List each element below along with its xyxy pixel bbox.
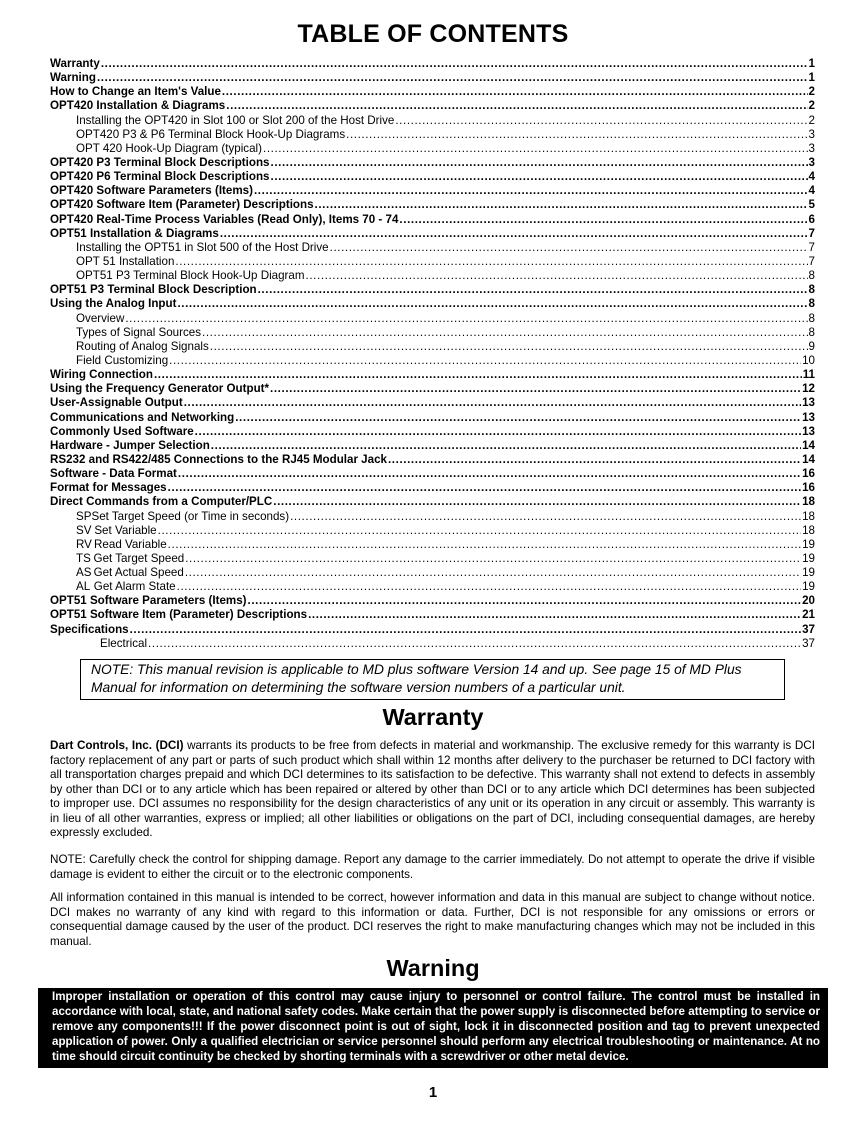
toc-entry[interactable] (50, 241, 815, 255)
toc-page-number: 7 (808, 254, 815, 268)
toc-entry[interactable] (50, 128, 815, 142)
warranty-heading: Warranty (382, 704, 484, 730)
toc-entry-label: Warranty (50, 57, 100, 70)
toc-command-code: AL (76, 580, 91, 594)
toc-entry[interactable] (50, 425, 815, 439)
toc-leader-dots (169, 354, 801, 368)
toc-entry[interactable] (50, 524, 815, 538)
toc-leader-dots (125, 312, 807, 326)
toc-leader-dots (185, 552, 801, 566)
toc-entry-label: Warning (50, 71, 96, 85)
toc-entry[interactable] (50, 326, 815, 340)
toc-entry[interactable] (50, 594, 815, 608)
toc-entry-label: OPT420 Software Item (Parameter) Descriptions (50, 198, 314, 212)
disclaimer-paragraph: All information contained in this manual is intended to be correct, however information and data in this manual are subject to change without notice. DCI makes no warranty of any kind with regard to this information or data. Further, DCI is not responsible for any omissions or errors or consequential damage caused by the user of the product. DCI reserves the right to make manufacturing changes which may not be included in this manual. (50, 891, 815, 948)
toc-page-number: 16 (802, 467, 815, 481)
toc-entry-label: Commonly Used Software (50, 424, 194, 438)
toc-page-number: 12 (802, 382, 815, 396)
toc-entry-label: Get Alarm State (93, 580, 176, 594)
toc-entry[interactable] (50, 368, 815, 382)
toc-command-code: SV (76, 523, 92, 537)
toc-entry-label: OPT 420 Hook-Up Diagram (typical) (76, 141, 262, 155)
toc-leader-dots (346, 128, 807, 142)
toc-entry-label: Overview (76, 311, 125, 325)
toc-entry[interactable] (50, 213, 815, 227)
toc-leader-dots (220, 227, 808, 241)
toc-entry-label: Read Variable (94, 537, 167, 551)
toc-entry[interactable] (50, 552, 815, 566)
toc-entry[interactable] (50, 312, 815, 326)
shipping-note: NOTE: Carefully check the control for shipping damage. Report any damage to the carrier immediately. Do not attempt to operate the drive if visible damage is evident to either the circuit or to the electronic components. (50, 853, 815, 881)
toc-leader-dots (271, 170, 808, 184)
toc-entry-label: Electrical (100, 636, 148, 650)
toc-page-number: 37 (802, 636, 815, 650)
toc-page-number: 8 (808, 297, 815, 311)
toc-entry[interactable] (50, 71, 815, 85)
toc-page-number: 4 (808, 184, 815, 198)
toc-entry[interactable] (50, 453, 815, 467)
toc-page-number: 18 (802, 495, 815, 509)
toc-entry-label: Types of Signal Sources (76, 325, 202, 339)
toc-page-number: 1 (808, 71, 815, 85)
toc-entry-label: Installing the OPT420 in Slot 100 or Slot 200 of the Host Drive (76, 113, 395, 127)
toc-entry[interactable] (50, 297, 815, 311)
toc-page-number: 37 (802, 622, 815, 636)
toc-entry[interactable] (50, 57, 815, 71)
toc-page-number: 14 (802, 438, 815, 452)
toc-entry[interactable] (50, 637, 815, 651)
toc-page-number: 2 (808, 85, 815, 99)
toc-entry[interactable] (50, 198, 815, 212)
toc-entry-label: OPT420 Real-Time Process Variables (Read Only), Items 70 - 74 (50, 212, 399, 226)
toc-leader-dots (399, 213, 807, 227)
toc-entry-label: OPT420 P3 Terminal Block Descriptions (50, 155, 270, 169)
toc-leader-dots (154, 368, 802, 382)
toc-entry[interactable] (50, 227, 815, 241)
warning-heading: Warning (386, 955, 480, 981)
toc-leader-dots (315, 198, 808, 212)
page-number: 1 (428, 1084, 438, 1101)
toc-page-number: 18 (802, 523, 815, 537)
toc-page-number: 3 (808, 127, 815, 141)
toc-leader-dots (258, 283, 808, 297)
toc-entry[interactable] (50, 411, 815, 425)
toc-entry[interactable] (50, 170, 815, 184)
toc-entry-label: Set Variable (94, 523, 157, 537)
warranty-paragraph (50, 739, 815, 841)
toc-entry-label: Communications and Networking (50, 410, 235, 424)
toc-command-code: TS (76, 551, 91, 565)
toc-entry-label: OPT 51 Installation (76, 254, 175, 268)
toc-page-number: 20 (802, 594, 815, 608)
version-note: NOTE: This manual revision is applicable to MD plus software Version 14 and up. See page 15 of MD Plus Manual for information on determining the software version numbers of a particular unit. (80, 659, 785, 700)
toc-entry[interactable] (50, 382, 815, 396)
toc-page-number: 7 (808, 240, 815, 254)
toc-entry-label: Hardware - Jumper Selection (50, 438, 210, 452)
toc-page-number: 7 (808, 226, 815, 240)
toc-entry-label: Format for Messages (50, 481, 167, 495)
toc-entry-label: Set Target Speed (or Time in seconds) (91, 509, 290, 523)
toc-entry[interactable] (50, 142, 815, 156)
toc-entry[interactable] (50, 439, 815, 453)
toc-entry-label: OPT51 P3 Terminal Block Hook-Up Diagram (76, 269, 305, 283)
toc-entry-label: OPT420 Installation & Diagrams (50, 99, 226, 113)
toc-entry[interactable] (50, 566, 815, 580)
toc-leader-dots (395, 114, 807, 128)
toc-leader-dots (130, 623, 801, 637)
toc-entry-label: Get Actual Speed (93, 566, 184, 580)
toc-entry[interactable] (50, 184, 815, 198)
toc-entry[interactable] (50, 623, 815, 637)
toc-entry[interactable] (50, 269, 815, 283)
toc-command-code: AS (76, 566, 92, 580)
toc-leader-dots (177, 297, 807, 311)
toc-leader-dots (148, 637, 801, 651)
toc-entry[interactable] (50, 481, 815, 495)
toc-entry[interactable] (50, 354, 815, 368)
toc-page-number: 5 (808, 198, 815, 212)
toc-leader-dots (388, 453, 801, 467)
toc-page-number: 10 (802, 353, 815, 367)
toc-page-number: 11 (802, 368, 815, 382)
toc-entry-label: OPT420 P6 Terminal Block Descriptions (50, 170, 270, 184)
toc-page-number: 16 (802, 481, 815, 495)
toc-leader-dots (184, 396, 801, 410)
toc-leader-dots (254, 184, 808, 198)
toc-page-number: 19 (802, 580, 815, 594)
toc-page-number: 9 (808, 339, 815, 353)
table-of-contents (50, 57, 815, 651)
toc-page-number: 19 (802, 551, 815, 565)
company-name: Dart Controls, Inc. (DCI) (50, 739, 184, 752)
toc-page-number: 4 (808, 170, 815, 184)
toc-entry-label: Field Customizing (76, 353, 169, 367)
toc-entry-label: Routing of Analog Signals (76, 339, 209, 353)
toc-page-number: 8 (808, 269, 815, 283)
warning-box: Improper installation or operation of this control may cause injury to personnel or control failure. The control must be installed in accordance with local, state, and national safety codes. Make certain that the power supply is disconnected before attempting to service or remove any components!!! If the power disconnect point is out of sight, lock it in disconnected position and tag to prevent unexpected application of power. Only a qualified electrician or service personnel should perform any electrical troubleshooting or maintenance. At no time should circuit continuity be checked by shorting terminals with a screwdriver or other metal device. (38, 988, 828, 1068)
toc-entry-label: How to Change an Item's Value (50, 85, 221, 99)
toc-leader-dots (158, 524, 801, 538)
page-title: TABLE OF CONTENTS (297, 20, 569, 48)
toc-entry[interactable] (50, 99, 815, 113)
toc-leader-dots (168, 481, 801, 495)
toc-leader-dots (168, 538, 801, 552)
toc-entry[interactable] (50, 114, 815, 128)
toc-page-number: 3 (808, 155, 815, 169)
toc-leader-dots (185, 566, 801, 580)
toc-entry[interactable] (50, 283, 815, 297)
toc-entry[interactable] (50, 85, 815, 99)
toc-entry-label: OPT51 Installation & Diagrams (50, 226, 219, 240)
toc-page-number: 2 (808, 113, 815, 127)
toc-leader-dots (273, 495, 801, 509)
toc-page-number: 2 (808, 99, 815, 113)
warranty-text: warrants its products to be free from defects in material and workmanship. The exclusive remedy for this warranty is DCI factory replacement of any part or parts of such product which shall within 12 months after delivery to the purchaser be returned to DCI factory with all transportation charges prepaid and which DCI determines to its satisfaction to be defective. This warranty shall not extend to defects in assembly by other than DCI or to any article which has been repaired or altered by other than DCI or to any article which DCI determines has been subjected to improper use. DCI assumes no responsibility for the design characteristics of any unit or its operation in any circuit or assembly. This warranty is in lieu of all other warranties, express or implied; all other liabilities or obligations on the part of DCI, including consequential damages, are hereby expressly excluded. (50, 739, 815, 840)
toc-page-number: 6 (808, 212, 815, 226)
toc-entry[interactable] (50, 608, 815, 622)
toc-leader-dots (211, 439, 801, 453)
toc-entry-label: Using the Analog Input (50, 297, 177, 311)
toc-leader-dots (101, 57, 808, 71)
toc-leader-dots (271, 156, 808, 170)
toc-leader-dots (226, 99, 807, 113)
toc-leader-dots (263, 142, 808, 156)
toc-entry-label: RS232 and RS422/485 Connections to the RJ45 Modular Jack (50, 452, 387, 466)
toc-command-code: RV (76, 537, 92, 551)
toc-page-number: 8 (808, 311, 815, 325)
toc-leader-dots (97, 71, 808, 85)
toc-entry-label: User-Assignable Output (50, 396, 183, 410)
toc-leader-dots (308, 608, 801, 622)
toc-page-number: 13 (802, 424, 815, 438)
toc-page-number: 3 (808, 141, 815, 155)
toc-entry-label: Software - Data Format (50, 467, 177, 481)
toc-entry-label: Get Target Speed (93, 551, 185, 565)
toc-page-number: 19 (802, 566, 815, 580)
toc-page-number: 14 (802, 452, 815, 466)
toc-entry-label: OPT51 P3 Terminal Block Description (50, 283, 257, 297)
toc-entry-label: OPT51 Software Item (Parameter) Descriptions (50, 608, 308, 622)
toc-entry[interactable] (50, 538, 815, 552)
toc-entry-label: OPT420 Software Parameters (Items) (50, 184, 253, 198)
toc-page-number: 8 (808, 283, 815, 297)
toc-command-code: SP (76, 509, 92, 523)
toc-entry[interactable] (50, 580, 815, 594)
toc-entry[interactable] (50, 396, 815, 410)
toc-page-number: 8 (808, 325, 815, 339)
toc-entry-label: Installing the OPT51 in Slot 500 of the Host Drive (76, 240, 329, 254)
toc-leader-dots (248, 594, 802, 608)
toc-entry-label: OPT51 Software Parameters (Items) (50, 594, 247, 608)
toc-leader-dots (202, 326, 808, 340)
toc-page-number: 13 (802, 410, 815, 424)
toc-leader-dots (330, 241, 808, 255)
toc-page-number: 21 (802, 608, 815, 622)
toc-leader-dots (270, 382, 801, 396)
toc-entry[interactable] (50, 156, 815, 170)
toc-entry[interactable] (50, 467, 815, 481)
toc-leader-dots (195, 425, 801, 439)
toc-leader-dots (306, 269, 808, 283)
toc-entry-label: OPT420 P3 & P6 Terminal Block Hook-Up Diagrams (76, 127, 346, 141)
toc-page-number: 1 (808, 57, 815, 70)
toc-leader-dots (175, 255, 807, 269)
toc-entry-label: Direct Commands from a Computer/PLC (50, 495, 273, 509)
toc-entry[interactable] (50, 255, 815, 269)
toc-page-number: 13 (802, 396, 815, 410)
toc-page-number: 18 (802, 509, 815, 523)
toc-leader-dots (222, 85, 808, 99)
toc-entry[interactable] (50, 510, 815, 524)
toc-entry-label: Specifications (50, 622, 129, 636)
toc-entry[interactable] (50, 340, 815, 354)
toc-leader-dots (210, 340, 808, 354)
toc-leader-dots (178, 467, 801, 481)
toc-page-number: 19 (802, 537, 815, 551)
toc-entry[interactable] (50, 495, 815, 509)
toc-entry-label: Wiring Connection (50, 368, 153, 382)
toc-leader-dots (290, 510, 801, 524)
toc-leader-dots (177, 580, 801, 594)
toc-leader-dots (235, 411, 801, 425)
toc-entry-label: Using the Frequency Generator Output* (50, 382, 270, 396)
